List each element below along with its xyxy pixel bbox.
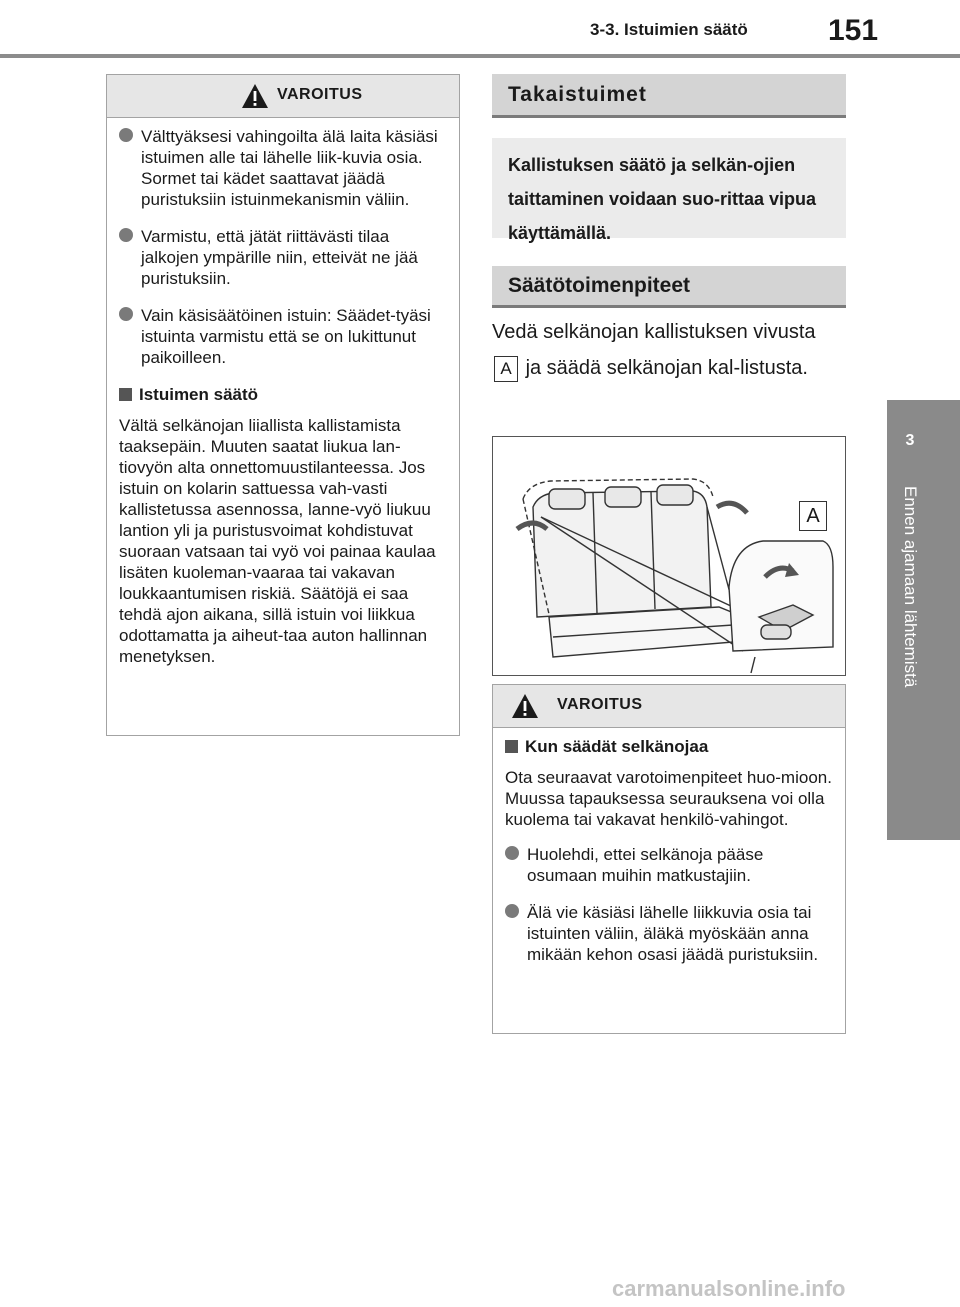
chapter-label: Ennen ajamaan lähtemistä [901, 486, 920, 688]
warning-triangle-icon [241, 83, 269, 109]
warning-header [493, 685, 845, 728]
warning-bullet: Välttyäksesi vahingoilta älä laita käsiäsi istuimen alle tai lähelle liik-kuvia osia. Sormet tai kädet saattavat jäädä puristuksiin istuinmekanismin väliin. [119, 126, 447, 210]
warning-label: VAROITUS [557, 696, 643, 713]
warning-box-left [106, 74, 460, 736]
section-intro: Kallistuksen säätö ja selkän-ojien taittaminen voidaan suo-rittaa vipua käyttämällä. [492, 138, 846, 238]
bullet-dot-icon [505, 846, 519, 860]
running-header: 3-3. Istuimien säätö [590, 20, 748, 39]
section-title: Takaistuimet [492, 74, 846, 118]
warning-bullet: Vain käsisäätöinen istuin: Säädet-tyäsi istuinta varmistu että se on lukittunut paikoilleen. [119, 305, 447, 368]
warning-label: VAROITUS [277, 86, 363, 103]
rear-seat-diagram [492, 436, 846, 676]
watermark: carmanualsonline.info [612, 1276, 846, 1301]
chapter-number: 3 [905, 432, 915, 449]
warning-subheading: Istuimen säätö [119, 384, 447, 405]
bullet-dot-icon [119, 228, 133, 242]
warning-triangle-icon [511, 693, 539, 719]
diagram-callout: A [799, 501, 827, 531]
page-number: 151 [828, 14, 879, 47]
warning-subheading: Kun säädät selkänojaa [505, 736, 833, 757]
callout-label: A [494, 356, 518, 382]
warning-box-right [492, 684, 846, 1034]
rear-seat-illustration [493, 437, 845, 675]
square-bullet-icon [119, 388, 132, 401]
instruction-text: Vedä selkänojan kallistuksen vivusta A ja säädä selkänojan kal-listusta. [492, 314, 846, 386]
bullet-dot-icon [119, 307, 133, 321]
header-rule [0, 54, 960, 58]
warning-paragraph: Ota seuraavat varotoimenpiteet huo-mioon. Muussa tapauksessa seurauksena voi olla kuolema tai vakavat henkilö-vahingot. [505, 768, 832, 829]
warning-paragraph: Vältä selkänojan liiallista kallistamista taaksepäin. Muuten saatat liukua lan-tiovyön alta onnettomuustilanteessa. Jos istuin on kolarin sattuessa vah-vasti kallistetussa asennossa, lanne-vyö liukuu lantion yli ja puristusvoimat kohdistuvat suoraan vatsaan tai vyö voi painaa kaulaa lisäten kuoleman-vaaraa tai vakavan loukkaantumisen riskiä. Säätöjä ei saa tehdä ajon aikana, sillä istuin voi liikkua odottamatta ja aiheut-taa auton hallinnan menetyksen. [119, 416, 436, 666]
bullet-dot-icon [119, 128, 133, 142]
warning-header [107, 75, 459, 118]
warning-bullet: Huolehdi, ettei selkänoja pääse osumaan muihin matkustajiin. [505, 844, 833, 886]
subsection-title: Säätötoimenpiteet [492, 266, 846, 308]
bullet-dot-icon [505, 904, 519, 918]
square-bullet-icon [505, 740, 518, 753]
warning-bullet: Älä vie käsiäsi lähelle liikkuvia osia tai istuinten väliin, äläkä myöskään anna mikään kehon osasi jäädä puristuksiin. [505, 902, 833, 965]
warning-bullet: Varmistu, että jätät riittävästi tilaa jalkojen ympärille niin, etteivät ne jää puristuksiin. [119, 226, 447, 289]
